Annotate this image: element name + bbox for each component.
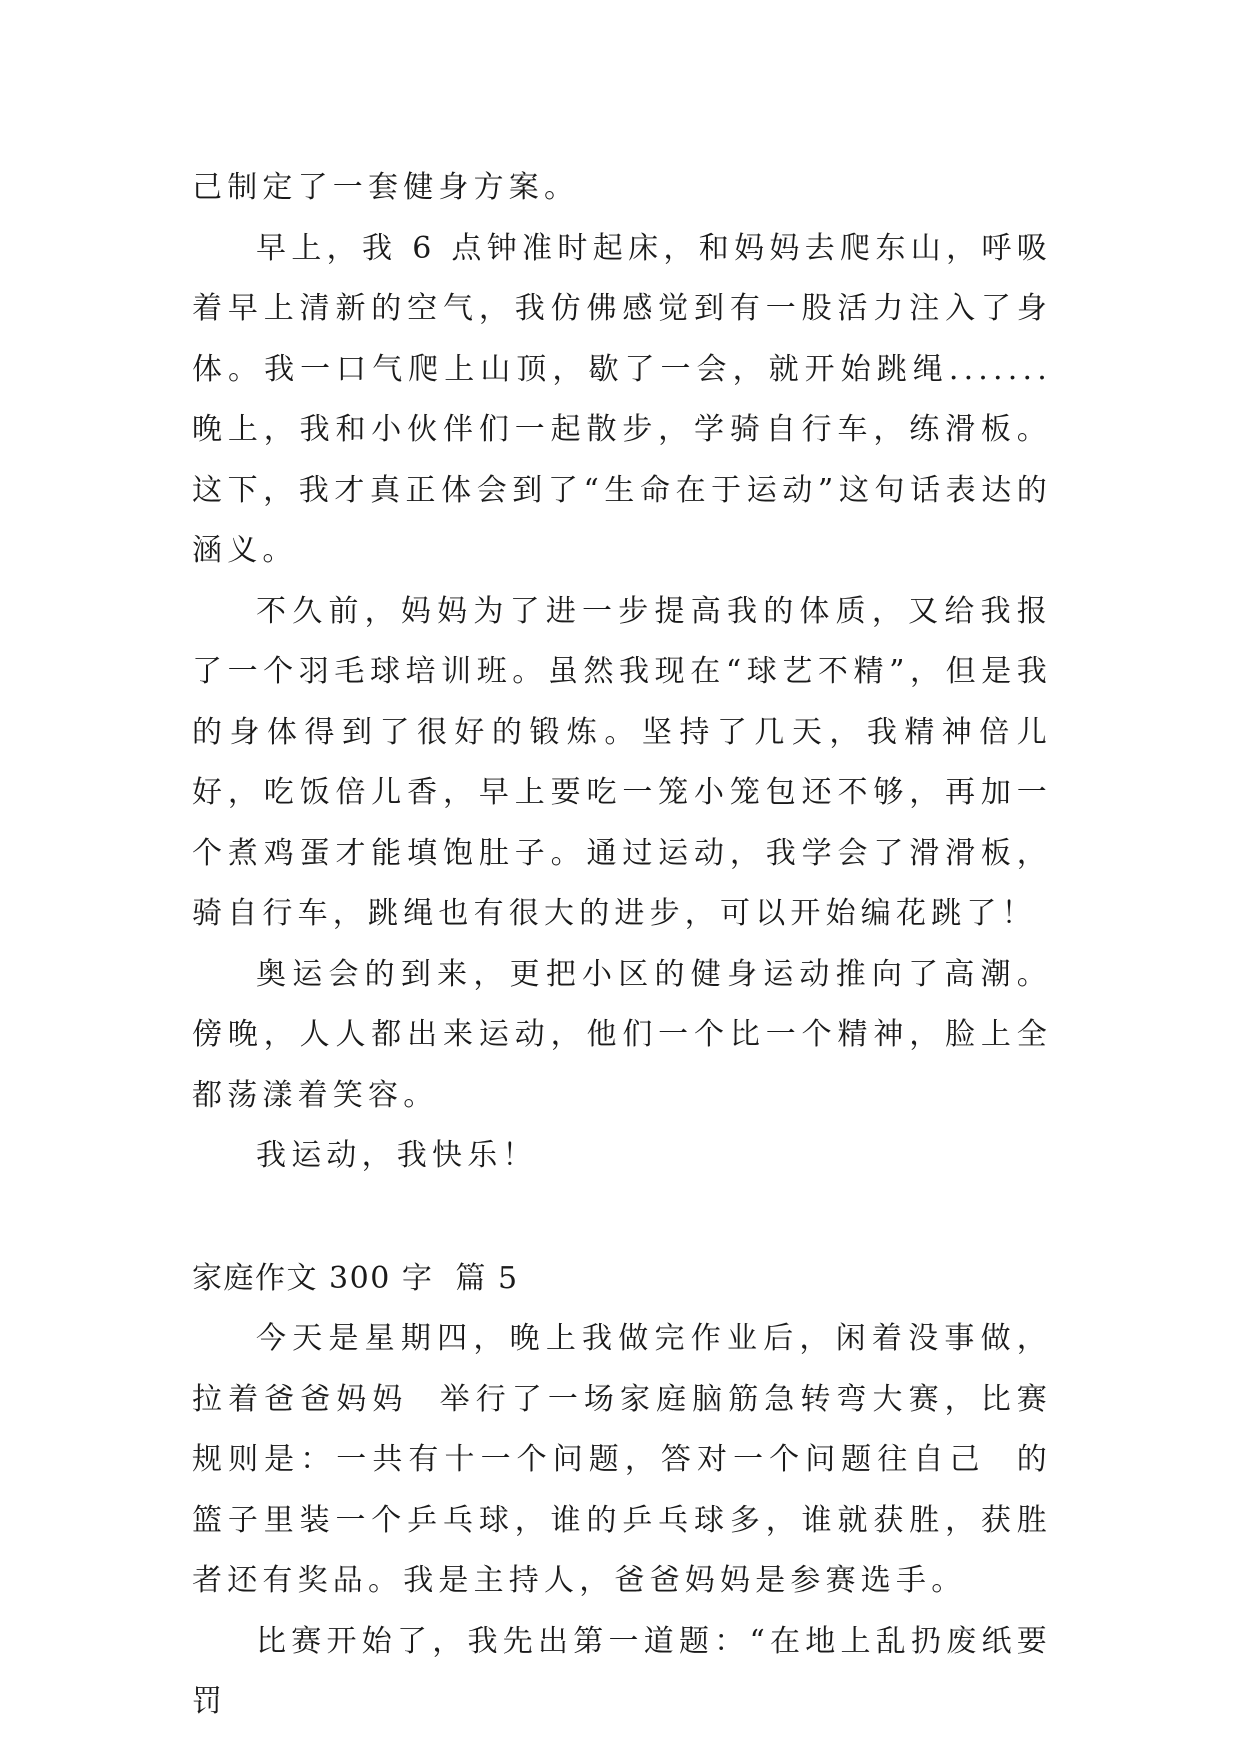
paragraph-continuation: 己制定了一套健身方案。 (192, 170, 580, 205)
paragraph-badminton-class: 不久前，妈妈为了进一步提高我的体质，又给我报了一个羽毛球培训班。虽然我现在“球艺不精”，但是我的身体得到了很好的锻炼。坚持了几天，我精神倍儿好，吃饭倍儿香，早上要吃一笼小笼包还不够，再加一个煮鸡蛋才能填饱肚子。通过运动，我学会了滑滑板，骑自行车，跳绳也有很大的进步，可以开始编花跳了！ (192, 593, 1052, 931)
paragraph-conclusion: 我运动，我快乐！ (256, 1138, 538, 1173)
paragraph-contest-start: 比赛开始了，我先出第一道题：“在地上乱扔废纸要罚 (192, 1623, 1052, 1719)
section-heading: 家庭作文 300 字 篇 5 (192, 1260, 519, 1296)
document-body (192, 158, 1052, 1733)
section-spacer (192, 1187, 1052, 1249)
paragraph-family-contest: 今天是星期四，晚上我做完作业后，闲着没事做，拉着爸爸妈妈 举行了一场家庭脑筋急转弯大赛，比赛规则是：一共有十一个问题，答对一个问题往自己 的篮子里装一个乒乓球，谁的乒乓球多，谁就获胜，获胜者还有奖品。我是主持人，爸爸妈妈是参赛选手。 (192, 1321, 1052, 1598)
paragraph-morning-exercise: 早上，我 6 点钟准时起床，和妈妈去爬东山，呼吸着早上清新的空气，我仿佛感觉到有一股活力注入了身体。我一口气爬上山顶，歇了一会，就开始跳绳.......晚上，我和小伙伴们一起散步，学骑自行车，练滑板。这下，我才真正体会到了“生命在于运动”这句话表达的涵义。 (192, 230, 1052, 568)
paragraph-olympics: 奥运会的到来，更把小区的健身运动推向了高潮。傍晚，人人都出来运动，他们一个比一个精神，脸上全都荡漾着笑容。 (192, 956, 1052, 1113)
